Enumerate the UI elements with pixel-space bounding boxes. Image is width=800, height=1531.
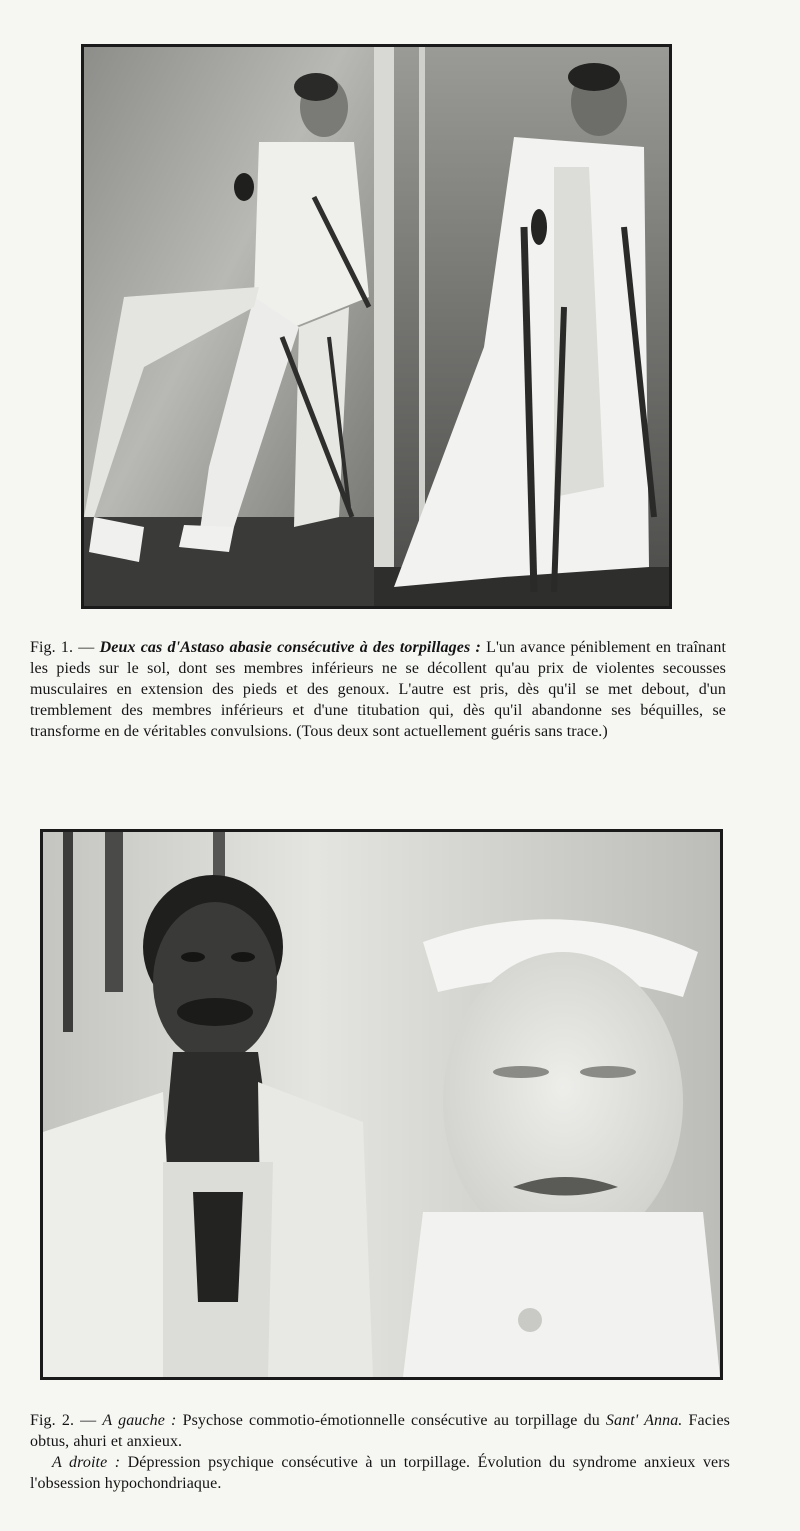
figure-2-left-description <box>30 1410 730 1452</box>
figure-2-caption <box>30 1410 730 1494</box>
figure-1-text: L'un avance péniblement en traînant les pieds sur le sol, dont ses membres inférieurs ne se décollent qu'au prix de violentes secousses musculaires en extension des pieds et des genoux. L'autre est pris, dès qu'il se met debout, d'un tremblement des membres inférieurs et d'une titubation qui, dès qu'il abandonne ses béquilles, se transforme en de véritables convulsions. (Tous deux sont actuellement guéris sans trace.) <box>30 639 726 740</box>
figure-2-photo-graphic <box>43 832 720 1377</box>
figure-2-left-label: A gauche : <box>102 1412 177 1429</box>
figure-1-photo <box>81 44 672 609</box>
figure-1-photo-graphic <box>84 47 669 606</box>
figure-1-caption <box>30 637 726 742</box>
figure-2-label: Fig. 2. — <box>30 1412 97 1429</box>
figure-2-right-text: Dépression psychique consécutive à un torpillage. Évolution du syndrome anxieux vers l'obsession hypochondriaque. <box>30 1454 730 1492</box>
figure-2-left-text: Psychose commotio-émotionnelle consécutive au torpillage du <box>182 1412 600 1429</box>
figure-2-right-description <box>30 1452 730 1494</box>
figure-2-right-label: A droite : <box>52 1454 121 1471</box>
figure-1-label: Fig. 1. — <box>30 639 95 656</box>
figure-2-photo <box>40 829 723 1380</box>
figure-1-title: Deux cas d'Astaso abasie consécutive à des torpillages : <box>99 639 481 656</box>
figure-2-ship-name: Sant' Anna. <box>605 1412 683 1429</box>
figure-2-left-text-end: Facies obtus, ahuri et anxieux. <box>30 1412 730 1450</box>
